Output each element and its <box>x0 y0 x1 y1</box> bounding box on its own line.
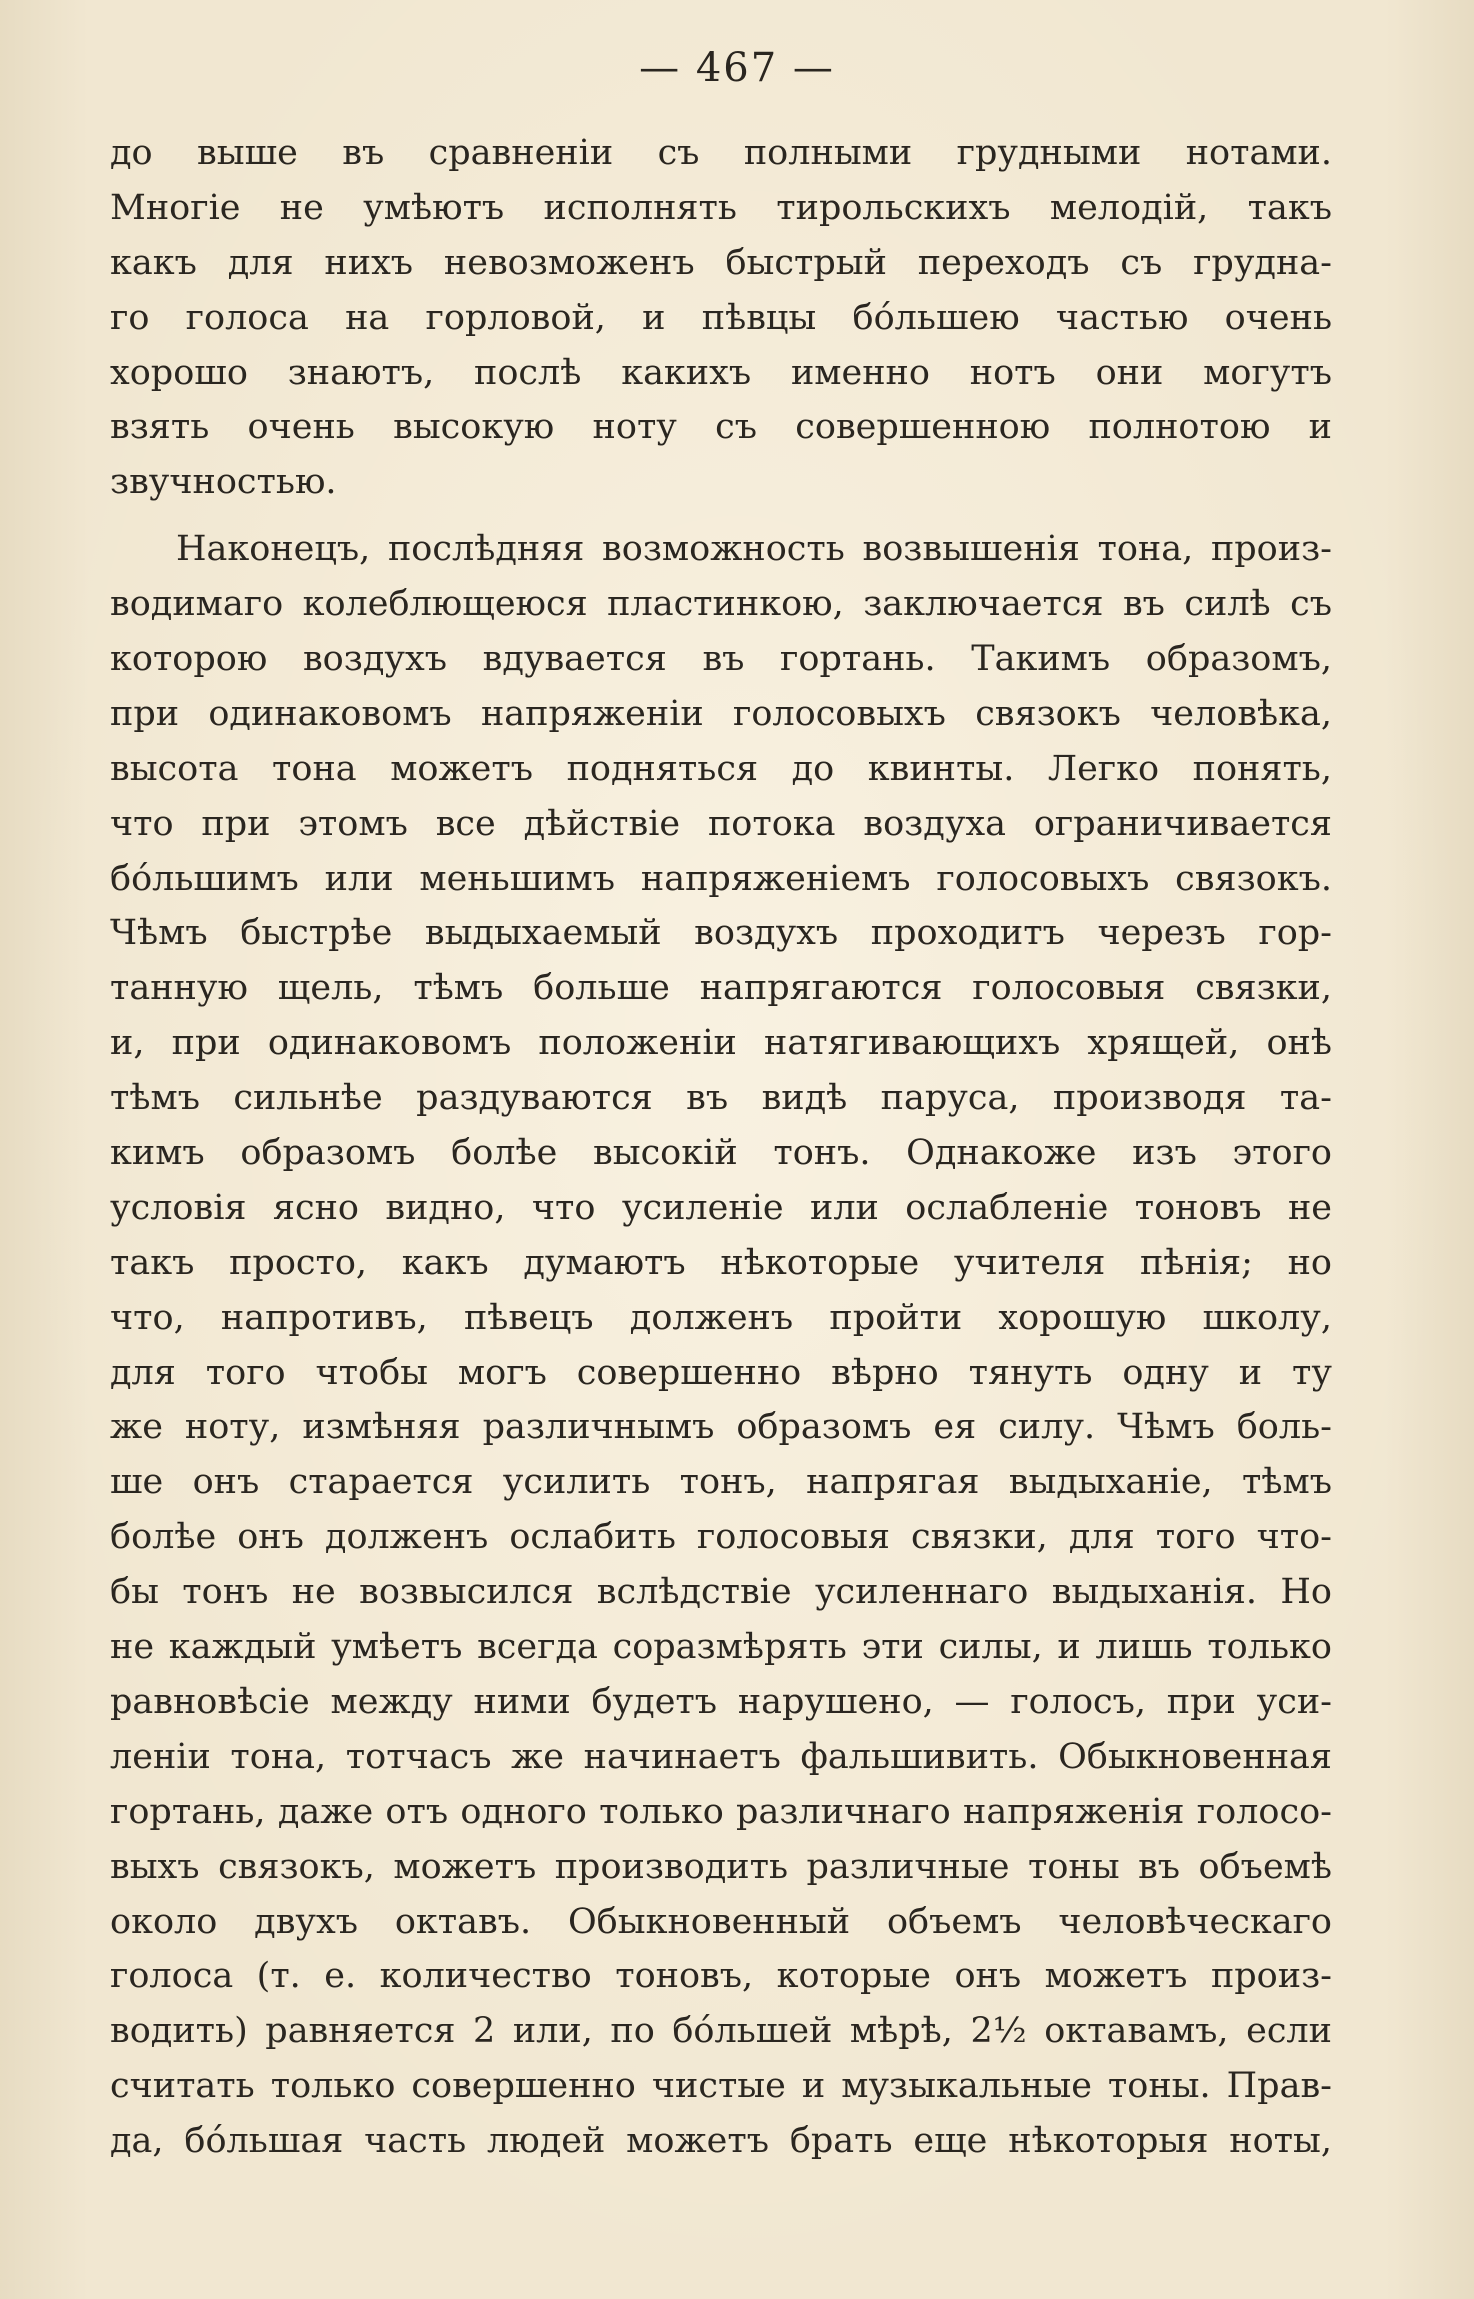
text-line: не каждый умѣетъ всегда соразмѣрять эти силы, и лишь только <box>110 1627 1332 1668</box>
text-line: до выше въ сравненіи съ полными грудными нотами. <box>110 133 1332 173</box>
text-line: бы тонъ не возвысился вслѣдствіе усиленнаго выдыханія. Но <box>110 1572 1332 1613</box>
text-line: Наконецъ, послѣдняя возможность возвышенія тона, произ- <box>176 529 1332 570</box>
text-line: водить) равняется 2 или, по бо́льшей мѣрѣ, 2½ октавамъ, если <box>110 2011 1332 2052</box>
text-line: танную щель, тѣмъ больше напрягаются голосовыя связки, <box>110 968 1332 1009</box>
text-line: болѣе онъ долженъ ослабить голосовыя связки, для того что- <box>110 1517 1332 1558</box>
text-line: условія ясно видно, что усиленіе или ослабленіе тоновъ не <box>110 1187 1332 1228</box>
text-line: ше онъ старается усилить тонъ, напрягая выдыханіе, тѣмъ <box>110 1462 1332 1503</box>
text-line: го голоса на горловой, и пѣвцы бо́льшею частью очень <box>110 297 1332 338</box>
text-line: что при этомъ все дѣйствіе потока воздуха ограничивается <box>110 803 1332 844</box>
text-line: выхъ связокъ, можетъ производить различные тоны въ объемѣ <box>110 1846 1332 1887</box>
text-line: Многіе не умѣютъ исполнять тирольскихъ мелодій, такъ <box>110 187 1332 228</box>
text-line: около двухъ октавъ. Обыкновенный объемъ человѣческаго <box>110 1901 1332 1942</box>
text-line: считать только совершенно чистые и музыкальные тоны. Прав- <box>110 2066 1332 2107</box>
text-line: водимаго колеблющеюся пластинкою, заключается въ силѣ съ <box>110 584 1332 625</box>
text-line: же ноту, измѣняя различнымъ образомъ ея силу. Чѣмъ боль- <box>110 1407 1332 1448</box>
text-line: какъ для нихъ невозможенъ быстрый переходъ съ грудна- <box>110 242 1332 283</box>
page-number: — 467 — <box>639 45 835 91</box>
paragraph-1 <box>110 126 1332 510</box>
text-line: да, бо́льшая часть людей можетъ брать еще нѣкоторыя ноты, <box>110 2121 1332 2162</box>
text-line: хорошо знаютъ, послѣ какихъ именно нотъ они могутъ <box>110 352 1332 393</box>
text-line: звучностью. <box>110 462 337 503</box>
text-line: голоса (т. е. количество тоновъ, которые онъ можетъ произ- <box>110 1956 1332 1997</box>
text-line: для того чтобы могъ совершенно вѣрно тянуть одну и ту <box>110 1352 1332 1393</box>
text-line: кимъ образомъ болѣе высокій тонъ. Однакоже изъ этого <box>110 1133 1332 1174</box>
text-line: высота тона можетъ подняться до квинты. Легко понять, <box>110 748 1332 789</box>
text-line: Чѣмъ быстрѣе выдыхаемый воздухъ проходитъ черезъ гор- <box>110 913 1332 954</box>
paragraph-2 <box>110 522 1332 2169</box>
text-line: и, при одинаковомъ положеніи натягивающихъ хрящей, онѣ <box>110 1023 1332 1064</box>
text-line: при одинаковомъ напряженіи голосовыхъ связокъ человѣка, <box>110 693 1332 734</box>
text-line: которою воздухъ вдувается въ гортань. Такимъ образомъ, <box>110 639 1332 680</box>
text-line: тѣмъ сильнѣе раздуваются въ видѣ паруса, производя та- <box>110 1078 1332 1119</box>
text-line: равновѣсіе между ними будетъ нарушено, — голосъ, при уси- <box>110 1681 1332 1722</box>
text-line: леніи тона, тотчасъ же начинаетъ фальшивить. Обыкновенная <box>110 1736 1332 1777</box>
text-line: такъ просто, какъ думаютъ нѣкоторые учителя пѣнія; но <box>110 1242 1332 1283</box>
text-line: бо́льшимъ или меньшимъ напряженіемъ голосовыхъ связокъ. <box>110 858 1332 899</box>
text-line: гортань, даже отъ одного только различнаго напряженія голосо- <box>110 1791 1332 1832</box>
text-line: взять очень высокую ноту съ совершенною полнотою и <box>110 407 1332 448</box>
text-line: что, напротивъ, пѣвецъ долженъ пройти хорошую школу, <box>110 1297 1332 1338</box>
body-text <box>110 126 1332 2169</box>
